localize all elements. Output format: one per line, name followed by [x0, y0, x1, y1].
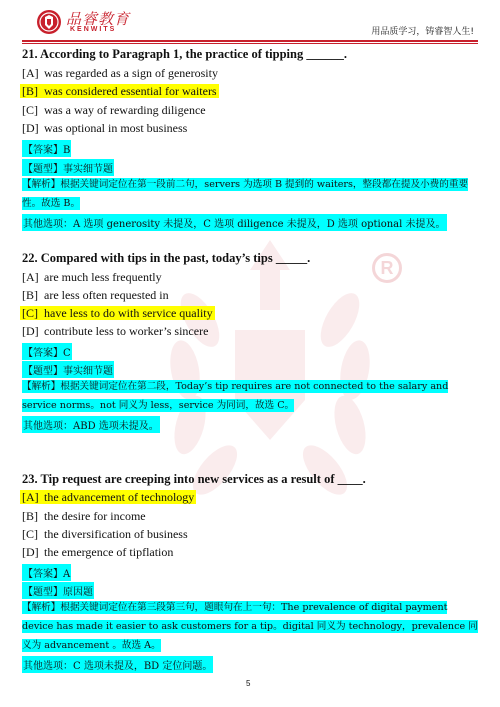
header-divider-thin [22, 43, 478, 44]
question-22-explanation: 【解析】根据关键词定位在第二段，Today’s tip requires are not connected to the salary and service norms。not 同义为 less，service 为同词，故选 C。 [22, 381, 449, 411]
question-21-option-d: [D] was optional in most business [22, 121, 188, 135]
question-21-option-c: [C] was a way of rewarding diligence [22, 103, 206, 117]
header-slogan: 用品质学习，铸睿智人生! [371, 27, 474, 37]
question-23-other-options: 其他选项：C 选项未提及，BD 定位问题。 [22, 656, 213, 673]
brand-name-en: KENWITS [70, 26, 117, 33]
question-22-option-d: [D] contribute less to worker’s sincere [22, 324, 209, 338]
question-21-answer: 【答案】B [22, 140, 71, 157]
question-21-option-a: [A] was regarded as a sign of generosity [22, 66, 218, 80]
brand-name-cn: 品睿教育 [66, 10, 131, 28]
question-22-other-options: 其他选项：ABD 选项未提及。 [22, 416, 160, 433]
question-23-answer: 【答案】A [22, 564, 71, 581]
question-21-option-b: [B] was considered essential for waiters [22, 84, 217, 98]
question-22-answer: 【答案】C [22, 343, 72, 360]
question-22-option-c: [C] have less to do with service quality [22, 306, 213, 320]
question-23-option-d: [D] the emergence of tipflation [22, 545, 174, 559]
question-23-option-c: [C] the diversification of business [22, 527, 188, 541]
question-23-option-b: [B] the desire for income [22, 509, 146, 523]
question-22-title: 22. Compared with tips in the past, today’s tips _____. [22, 251, 311, 265]
question-22-option-b: [B] are less often requested in [22, 288, 169, 302]
page-number: 5 [246, 679, 251, 688]
question-22-option-a: [A] are much less frequently [22, 270, 162, 284]
page-header [0, 0, 500, 44]
question-21-title: 21. According to Paragraph 1, the practice of tipping ______. [22, 47, 347, 61]
question-23-title: 23. Tip request are creeping into new services as a result of ____. [22, 472, 366, 486]
question-21-other-options: 其他选项：A 选项 generosity 未提及，C 选项 diligence 未提及，D 选项 optional 未提及。 [22, 214, 447, 231]
question-23-explanation: 【解析】根据关键词定位在第三段第三句，题眼句在上一句：The prevalence of digital payment device has made it easier to ask customers for a tip。digital 同义为 technology，prevalence 同义为 advancement 。故选 A。 [22, 602, 478, 651]
question-23-option-a: [A] the advancement of technology [22, 490, 195, 504]
header-divider [22, 40, 478, 42]
question-23-type: 【题型】原因题 [22, 582, 94, 599]
kenwits-logo-icon [36, 9, 62, 35]
registered-mark-watermark: R [372, 253, 402, 283]
question-22-type: 【题型】事实细节题 [22, 361, 114, 378]
question-21-type: 【题型】事实细节题 [22, 159, 114, 176]
question-21-explanation: 【解析】根据关键词定位在第一段前二句，servers 为选项 B 提到的 waiters，整段都在提及小费的重要性。故选 B。 [22, 179, 469, 209]
